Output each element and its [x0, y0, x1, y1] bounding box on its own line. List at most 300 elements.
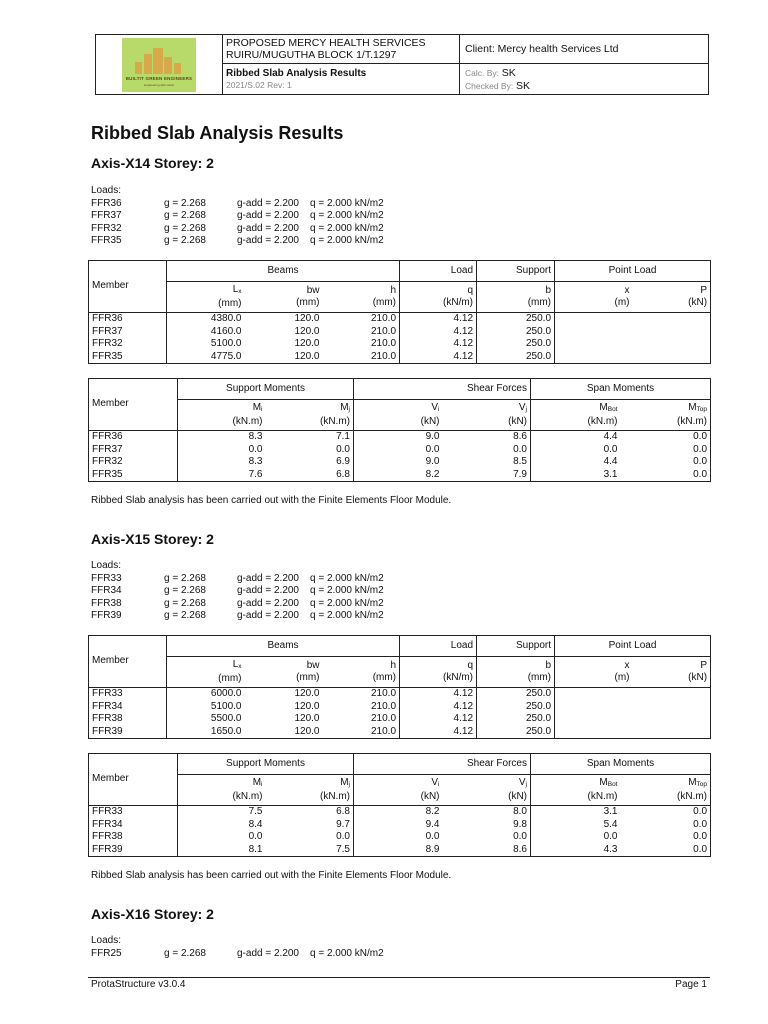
column-symbol: $M_{Bot}$: [599, 402, 618, 413]
value-cell: 120.0: [294, 313, 320, 324]
value-cell: 4160.0: [167, 326, 245, 339]
value-cell: 120.0: [294, 688, 320, 699]
load-cell: q = 2.000 kN/m2: [310, 585, 384, 596]
column-symbol: $M_i$: [252, 402, 263, 413]
column-symbol: $M_j$: [340, 777, 350, 788]
column-unit: (mm): [296, 297, 320, 308]
column-symbol: h: [390, 285, 397, 296]
load-cell: g = 2.268: [164, 222, 206, 234]
value-cell: 4.4: [603, 456, 618, 467]
value-cell: 3.1: [603, 806, 618, 817]
value-cell: [555, 313, 633, 326]
column-unit: (mm): [218, 298, 242, 309]
value-cell: 6000.0: [167, 688, 245, 701]
value-cell: 250.0: [477, 338, 555, 351]
load-cell: g-add = 2.200: [237, 597, 299, 609]
column-symbol: q: [467, 285, 474, 296]
column-header: [167, 657, 245, 688]
load-cell: q = 2.000 kN/m2: [310, 210, 384, 221]
column-symbol: $V_i$: [431, 777, 440, 788]
column-unit: (kN.m): [677, 791, 708, 802]
value-cell: 5100.0: [167, 338, 245, 351]
column-header: [555, 657, 633, 688]
value-cell: 4775.0: [167, 351, 245, 364]
load-cell: FFR32: [91, 222, 122, 234]
logo-subtext: engineering with vision: [143, 83, 175, 87]
load-cell: q = 2.000 kN/m2: [310, 222, 384, 234]
value-cell: 0.0: [621, 444, 711, 457]
value-cell: 8.3: [178, 456, 266, 469]
value-cell: [555, 351, 633, 364]
value-cell: [633, 326, 711, 339]
group-header: Point Load: [555, 636, 711, 657]
column-unit: (mm): [296, 672, 320, 683]
member-cell: FFR39: [89, 726, 167, 739]
logo-text: BUILTIT GREEN ENGINEERS: [125, 76, 193, 81]
loads-block: [91, 935, 491, 960]
column-header: [354, 400, 443, 431]
table-row: [89, 326, 711, 339]
load-row: [91, 198, 491, 211]
value-cell: [633, 313, 711, 326]
client-name: Client: Mercy health Services Ltd: [460, 35, 708, 64]
load-cell: g = 2.268: [164, 597, 206, 609]
group-header: Load: [400, 261, 477, 282]
load-cell: FFR37: [91, 210, 122, 221]
value-cell: 250.0: [477, 688, 555, 701]
loads-label: Loads:: [91, 185, 122, 196]
value-cell: [633, 351, 711, 364]
column-unit: (kN): [688, 672, 708, 683]
column-unit: (m): [614, 672, 630, 683]
column-symbol: $V_i$: [431, 402, 440, 413]
value-cell: 210.0: [323, 351, 400, 364]
column-symbol: $M_{Bot}$: [599, 777, 618, 788]
value-cell: 0.0: [621, 819, 711, 832]
load-cell: q = 2.000 kN/m2: [310, 572, 384, 584]
column-symbol: $M_j$: [340, 402, 350, 413]
value-cell: 8.9: [354, 844, 443, 857]
member-cell: FFR32: [89, 338, 167, 351]
value-cell: 5100.0: [167, 701, 245, 714]
value-cell: 6.8: [266, 806, 354, 819]
value-cell: 7.5: [266, 844, 354, 857]
calc-by-label: Calc. By:: [465, 68, 500, 78]
value-cell: 8.6: [443, 844, 531, 857]
column-symbol: h: [390, 660, 397, 671]
value-cell: 250.0: [477, 313, 555, 326]
member-cell: FFR33: [89, 806, 178, 819]
group-header-row: [89, 261, 711, 282]
value-cell: 210.0: [323, 313, 400, 326]
value-cell: 9.4: [425, 818, 440, 830]
load-cell: q = 2.000 kN/m2: [310, 597, 384, 609]
value-cell: 0.0: [266, 831, 354, 844]
column-unit: (kN): [508, 416, 527, 427]
load-cell: FFR34: [91, 585, 122, 596]
value-cell: [633, 713, 711, 726]
value-cell: 210.0: [323, 326, 400, 339]
load-cell: FFR36: [91, 197, 122, 209]
footer-software: ProtaStructure v3.0.4: [91, 979, 186, 990]
document-header: [95, 34, 709, 95]
member-cell: FFR34: [89, 819, 178, 832]
sheet-info: [222, 64, 460, 94]
value-cell: 6.9: [266, 456, 354, 469]
sheet-ref: 2021/S.02 Rev: 1: [226, 80, 292, 90]
column-unit: (kN.m): [320, 416, 350, 427]
member-cell: FFR34: [89, 701, 167, 714]
value-cell: 4.12: [400, 713, 477, 726]
column-symbol: b: [545, 285, 552, 296]
member-cell: FFR35: [89, 469, 178, 482]
value-cell: 8.2: [425, 806, 440, 817]
value-cell: 250.0: [477, 326, 555, 339]
column-header: [245, 657, 323, 688]
group-header: Beams: [167, 636, 400, 657]
value-cell: 210.0: [323, 713, 400, 726]
column-unit: (mm): [527, 297, 552, 308]
column-unit: (mm): [218, 673, 242, 684]
load-cell: g = 2.268: [164, 572, 206, 584]
column-header: [178, 775, 266, 806]
column-unit: (mm): [527, 672, 552, 683]
column-header: [477, 282, 555, 313]
value-cell: 0.0: [621, 831, 711, 844]
column-header-row: [89, 657, 711, 688]
value-cell: 8.2: [354, 469, 443, 482]
load-row: [91, 210, 491, 223]
value-cell: 0.0: [425, 443, 440, 455]
column-header: [167, 282, 245, 313]
group-header-row: [89, 754, 711, 775]
section-title: Axis-X15 Storey: 2: [91, 531, 214, 547]
value-cell: 210.0: [323, 701, 400, 714]
value-cell: 4.12: [400, 313, 477, 326]
table-row: [89, 444, 711, 457]
table-row: [89, 688, 711, 701]
member-header: Member: [89, 754, 178, 806]
value-cell: 0.0: [266, 444, 354, 457]
column-header: [266, 775, 354, 806]
column-header: [443, 775, 531, 806]
value-cell: 9.0: [425, 431, 440, 442]
load-cell: g-add = 2.200: [237, 222, 299, 234]
value-cell: 0.0: [425, 831, 440, 842]
load-cell: q = 2.000 kN/m2: [310, 197, 384, 209]
value-cell: 250.0: [477, 726, 555, 739]
company-logo: [122, 38, 196, 92]
sheet-title: Ribbed Slab Analysis Results: [226, 68, 367, 79]
column-header: [621, 400, 711, 431]
section-title: Axis-X14 Storey: 2: [91, 155, 214, 171]
value-cell: [633, 338, 711, 351]
load-cell: g = 2.268: [164, 235, 206, 246]
column-symbol: x: [624, 660, 630, 671]
value-cell: 8.1: [178, 844, 266, 857]
value-cell: 0.0: [178, 831, 266, 844]
group-header: Shear Forces: [354, 379, 531, 400]
column-symbol: $M_{Top}$: [688, 777, 708, 788]
column-header: [400, 657, 477, 688]
member-cell: FFR36: [89, 313, 167, 326]
table-row: [89, 819, 711, 832]
loads-block: [91, 185, 491, 248]
value-cell: 4.12: [400, 351, 477, 364]
value-cell: 120.0: [294, 325, 320, 337]
load-row: [91, 585, 491, 598]
load-cell: g-add = 2.200: [237, 197, 299, 209]
value-cell: 120.0: [294, 700, 320, 712]
loads-block: [91, 560, 491, 623]
value-cell: 6.8: [266, 469, 354, 482]
table-row: [89, 469, 711, 482]
value-cell: 0.0: [621, 844, 711, 857]
load-cell: g-add = 2.200: [237, 610, 299, 621]
load-row: [91, 948, 491, 961]
group-header-row: [89, 636, 711, 657]
value-cell: [555, 326, 633, 339]
value-cell: 0.0: [443, 831, 531, 844]
load-cell: g-add = 2.200: [237, 235, 299, 246]
column-unit: (kN.m): [587, 791, 618, 802]
value-cell: 0.0: [621, 806, 711, 819]
load-cell: g-add = 2.200: [237, 947, 299, 959]
table-row: [89, 431, 711, 444]
group-header: Support Moments: [178, 379, 354, 400]
group-header: Support: [477, 636, 555, 657]
value-cell: 120.0: [245, 726, 323, 739]
value-cell: 0.0: [443, 444, 531, 457]
value-cell: [633, 726, 711, 739]
value-cell: 210.0: [323, 338, 400, 351]
load-cell: FFR38: [91, 597, 122, 609]
column-header: [400, 282, 477, 313]
group-header: Support Moments: [178, 754, 354, 775]
value-cell: 8.4: [178, 819, 266, 832]
group-header: Shear Forces: [354, 754, 531, 775]
project-line-1: PROPOSED MERCY HEALTH SERVICES: [226, 37, 426, 49]
load-row: [91, 610, 491, 623]
column-header: [245, 282, 323, 313]
member-header: Member: [89, 261, 167, 313]
value-cell: 9.0: [425, 456, 440, 467]
column-unit: (kN/m): [443, 672, 474, 683]
column-symbol: P: [700, 660, 708, 671]
column-header: [621, 775, 711, 806]
value-cell: 7.9: [443, 469, 531, 482]
checked-by-label: Checked By:: [465, 81, 514, 91]
value-cell: 250.0: [477, 701, 555, 714]
column-unit: (kN.m): [232, 791, 263, 802]
column-unit: (kN): [420, 416, 440, 427]
table-row: [89, 713, 711, 726]
table-row: [89, 338, 711, 351]
analysis-note: Ribbed Slab analysis has been carried out with the Finite Elements Floor Module.: [91, 495, 452, 506]
project-line-2: RUIRU/MUGUTHA BLOCK 1/T.1297: [226, 49, 397, 61]
column-header: [266, 400, 354, 431]
loads-label: Loads:: [91, 560, 122, 571]
value-cell: 4.12: [400, 688, 477, 701]
column-symbol: b: [545, 660, 552, 671]
value-cell: 0.0: [603, 831, 618, 842]
column-header: [633, 282, 711, 313]
member-cell: FFR38: [89, 713, 167, 726]
column-header: [443, 400, 531, 431]
load-row: [91, 235, 491, 248]
load-row: [91, 598, 491, 611]
table-row: [89, 806, 711, 819]
load-cell: g-add = 2.200: [237, 585, 299, 596]
value-cell: 5500.0: [167, 713, 245, 726]
column-unit: (mm): [372, 297, 397, 308]
value-cell: 9.8: [443, 819, 531, 832]
value-cell: [633, 688, 711, 701]
load-cell: g-add = 2.200: [237, 210, 299, 221]
footer-page-number: Page 1: [675, 979, 707, 990]
group-header: Point Load: [555, 261, 711, 282]
column-header: [477, 657, 555, 688]
load-cell: q = 2.000 kN/m2: [310, 235, 384, 246]
value-cell: 0.0: [621, 469, 711, 482]
member-cell: FFR36: [89, 431, 178, 444]
value-cell: 5.4: [603, 818, 618, 830]
column-unit: (kN.m): [587, 416, 618, 427]
value-cell: [555, 713, 633, 726]
value-cell: 4.12: [400, 701, 477, 714]
column-header-row: [89, 775, 711, 806]
member-cell: FFR35: [89, 351, 167, 364]
group-header-row: [89, 379, 711, 400]
member-header: Member: [89, 636, 167, 688]
value-cell: 4.3: [531, 844, 621, 857]
value-cell: 4.12: [400, 338, 477, 351]
member-cell: FFR33: [89, 688, 167, 701]
value-cell: 4.12: [400, 726, 477, 739]
value-cell: 120.0: [245, 351, 323, 364]
value-cell: 210.0: [323, 688, 400, 701]
page-title: Ribbed Slab Analysis Results: [91, 123, 344, 143]
load-cell: FFR25: [91, 947, 122, 959]
moments-table: [88, 378, 711, 482]
column-header: [531, 775, 621, 806]
load-cell: q = 2.000 kN/m2: [310, 947, 384, 959]
beams-table: [88, 635, 711, 739]
table-row: [89, 726, 711, 739]
value-cell: 210.0: [323, 726, 400, 739]
value-cell: [555, 726, 633, 739]
value-cell: 0.0: [621, 431, 711, 444]
analysis-note: Ribbed Slab analysis has been carried out with the Finite Elements Floor Module.: [91, 870, 452, 881]
value-cell: 0.0: [178, 444, 266, 457]
member-cell: FFR37: [89, 444, 178, 457]
value-cell: 7.6: [178, 469, 266, 482]
value-cell: 7.5: [178, 806, 266, 819]
column-unit: (mm): [372, 672, 397, 683]
column-symbol: P: [700, 285, 708, 296]
load-cell: g = 2.268: [164, 947, 206, 959]
group-header: Beams: [167, 261, 400, 282]
column-unit: (kN): [508, 791, 527, 802]
value-cell: 120.0: [294, 713, 320, 724]
column-header-row: [89, 400, 711, 431]
table-row: [89, 844, 711, 857]
beams-table: [88, 260, 711, 364]
value-cell: 7.1: [266, 431, 354, 444]
load-cell: g = 2.268: [164, 610, 206, 621]
column-unit: (kN): [420, 791, 440, 802]
value-cell: 9.7: [266, 819, 354, 832]
column-unit: (kN): [688, 297, 708, 308]
column-header: [323, 282, 400, 313]
value-cell: 8.0: [443, 806, 531, 819]
member-cell: FFR32: [89, 456, 178, 469]
footer-rule: [88, 977, 710, 978]
column-header: [323, 657, 400, 688]
load-cell: g = 2.268: [164, 585, 206, 596]
value-cell: 250.0: [477, 713, 555, 726]
loads-label: Loads:: [91, 935, 122, 946]
column-unit: (kN/m): [443, 297, 474, 308]
column-unit: (kN.m): [320, 791, 350, 802]
group-header: Span Moments: [531, 379, 711, 400]
value-cell: 8.3: [178, 431, 266, 444]
load-cell: FFR35: [91, 235, 122, 246]
value-cell: 0.0: [621, 456, 711, 469]
column-symbol: $L_x$: [232, 284, 242, 295]
column-header: [633, 657, 711, 688]
calc-by-value: SK: [501, 67, 516, 79]
load-row: [91, 223, 491, 236]
column-unit: (kN.m): [677, 416, 708, 427]
section-title: Axis-X16 Storey: 2: [91, 906, 214, 922]
load-cell: q = 2.000 kN/m2: [310, 610, 384, 621]
column-header: [354, 775, 443, 806]
table-row: [89, 456, 711, 469]
value-cell: [555, 701, 633, 714]
value-cell: 0.0: [603, 443, 618, 455]
load-row: [91, 573, 491, 586]
group-header: Support: [477, 261, 555, 282]
column-header: [555, 282, 633, 313]
checked-by-value: SK: [515, 80, 530, 92]
column-symbol: x: [624, 285, 630, 296]
value-cell: 120.0: [294, 338, 320, 349]
member-cell: FFR37: [89, 326, 167, 339]
load-cell: FFR39: [91, 610, 122, 621]
value-cell: [555, 688, 633, 701]
value-cell: [633, 701, 711, 714]
column-symbol: $M_{Top}$: [688, 402, 708, 413]
project-name: [222, 35, 460, 64]
member-cell: FFR38: [89, 831, 178, 844]
column-symbol: bw: [306, 660, 320, 671]
column-unit: (m): [614, 297, 630, 308]
value-cell: 1650.0: [167, 726, 245, 739]
column-unit: (kN.m): [232, 416, 263, 427]
column-symbol: q: [467, 660, 474, 671]
group-header: Load: [400, 636, 477, 657]
load-cell: g = 2.268: [164, 197, 206, 209]
value-cell: 250.0: [477, 351, 555, 364]
calc-info: [460, 64, 708, 94]
value-cell: 3.1: [531, 469, 621, 482]
logo-cell: [96, 35, 223, 94]
value-cell: 4380.0: [167, 313, 245, 326]
column-header: [178, 400, 266, 431]
value-cell: [555, 338, 633, 351]
load-cell: g-add = 2.200: [237, 572, 299, 584]
